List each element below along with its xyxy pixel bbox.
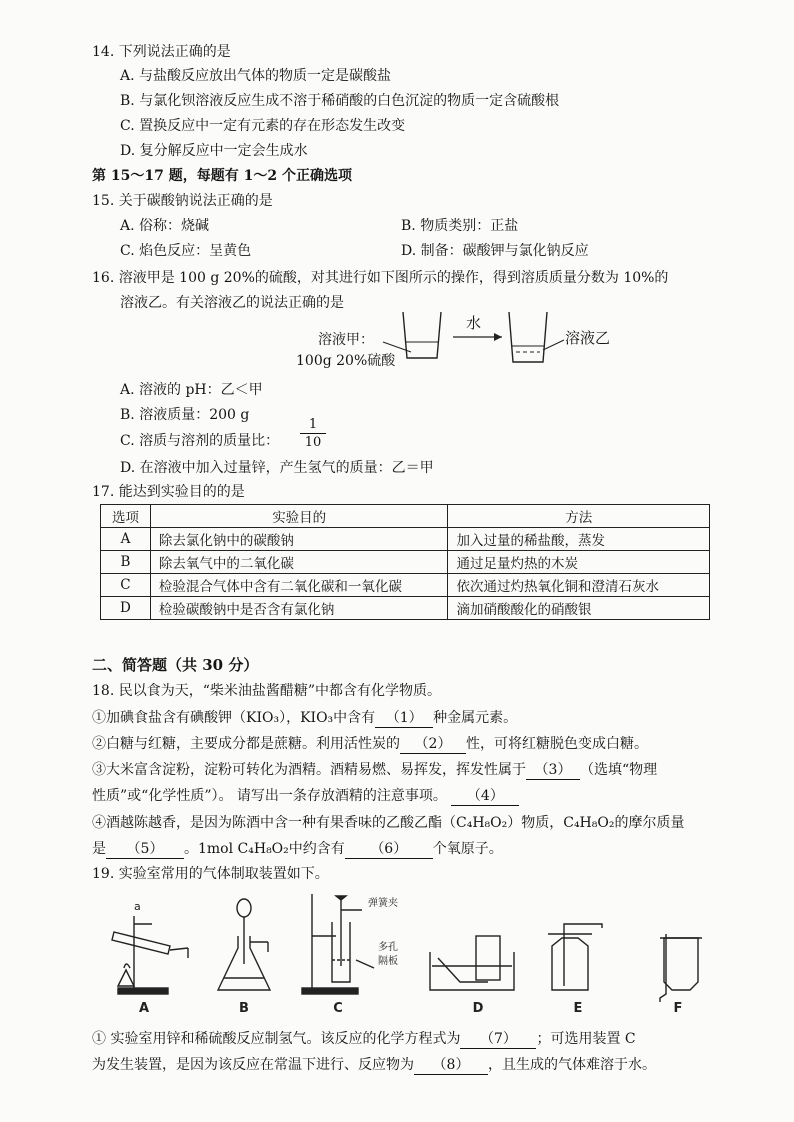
q17-table: [100, 504, 710, 620]
label-c: C: [333, 1001, 343, 1016]
q14-option-c: C. 置换反应中一定有元素的存在形态发生改变: [120, 118, 406, 134]
apparatus-figure: [100, 886, 712, 1018]
q16-option-a: A. 溶液的 pH：乙＜甲: [120, 382, 263, 398]
annot-a: a: [134, 900, 141, 913]
cell-purpose: 除去氧气中的二氧化碳: [150, 551, 448, 574]
apparatus-d: [430, 936, 514, 990]
annot-clip: 弹簧夹: [368, 898, 398, 909]
cell-method: 滴加硝酸酸化的硝酸银: [448, 597, 710, 620]
answer-blank-1[interactable]: （1）: [375, 709, 433, 728]
q16-stem-line2: 溶液乙。有关溶液乙的说法正确的是: [120, 295, 344, 311]
table-row: [101, 597, 710, 620]
q18-stem: 18. 民以食为天，“柴米油盐酱醋糖”中都含有化学物质。: [92, 683, 442, 699]
cell-purpose: 检验混合气体中含有二氧化碳和一氧化碳: [150, 574, 448, 597]
cell-purpose: 检验碳酸钠中是否含有氯化钠: [150, 597, 448, 620]
cell-option: B: [101, 551, 151, 574]
label-e: E: [573, 1001, 583, 1016]
apparatus-e: [548, 924, 602, 990]
cell-method: 依次通过灼热氧化铜和澄清石灰水: [448, 574, 710, 597]
answer-blank-5[interactable]: （5）: [106, 840, 184, 859]
q16-option-c: C. 溶质与溶剂的质量比：: [120, 433, 280, 449]
q19-stem: 19. 实验室常用的气体制取装置如下。: [92, 866, 329, 882]
section-note: 第 15～17 题，每题有 1～2 个正确选项: [92, 168, 352, 184]
answer-blank-8[interactable]: （8）: [414, 1056, 488, 1075]
q17-stem: 17. 能达到实验目的的是: [92, 484, 245, 500]
diagram-arrow-label: 水: [466, 314, 482, 332]
cell-option: D: [101, 597, 151, 620]
cell-option: A: [101, 528, 151, 551]
diagram-label-jia-sub: 100g 20%硫酸: [296, 353, 396, 369]
q18-part2: ②白糖与红糖，主要成分都是蔗糖。利用活性炭的 （2） 性，可将红糖脱色变成白糖。: [92, 736, 648, 752]
annot-plate-1: 多孔: [378, 942, 398, 953]
arrow-head: [494, 333, 502, 341]
apparatus-f: [660, 934, 702, 1002]
table-header-row: [101, 505, 710, 528]
q14-option-a: A. 与盐酸反应放出气体的物质一定是碳酸盐: [120, 68, 392, 84]
apparatus-c: [302, 894, 374, 994]
q14-option-d: D. 复分解反应中一定会生成水: [120, 143, 308, 159]
apparatus-a: [112, 916, 188, 994]
beaker-yi-pointer: [543, 340, 564, 350]
label-b: B: [239, 1001, 249, 1016]
fraction-numerator: 1: [300, 417, 326, 434]
answer-blank-2[interactable]: （2）: [400, 735, 466, 754]
q19-part1-cont: 为发生装置，是因为该反应在常温下进行、反应物为 （8） ，且生成的气体难溶于水。: [92, 1057, 656, 1073]
annot-plate-2: 隔板: [378, 956, 398, 967]
answer-blank-6[interactable]: （6）: [345, 840, 433, 859]
cell-option: C: [101, 574, 151, 597]
answer-blank-4[interactable]: （4）: [451, 787, 519, 806]
fraction-denominator: 10: [304, 435, 322, 450]
q19-part1: ① 实验室用锌和稀硫酸反应制氢气。该反应的化学方程式为 （7） ；可选用装置 C: [92, 1031, 636, 1047]
header-option: 选项: [101, 505, 151, 528]
q16-option-d: D. 在溶液中加入过量锌，产生氢气的质量：乙＝甲: [120, 460, 434, 476]
answer-blank-3[interactable]: （3）: [526, 761, 580, 780]
cell-method: 加入过量的稀盐酸，蒸发: [448, 528, 710, 551]
label-a: A: [138, 1001, 150, 1016]
q18-part3-cont: 性质”或“化学性质”）。 请写出一条存放酒精的注意事项。 （4）: [92, 786, 519, 806]
diagram-label-yi: 溶液乙: [565, 329, 611, 347]
label-f: F: [673, 1001, 683, 1016]
q18-part4: ④酒越陈越香，是因为陈酒中含一种有果香味的乙酸乙酯（C₄H₈O₂）物质，C₄H₈O₂的摩尔质量: [92, 815, 685, 831]
table-row: [101, 551, 710, 574]
cell-purpose: 除去氯化钠中的碳酸钠: [150, 528, 448, 551]
q15-stem: 15. 关于碳酸钠说法正确的是: [92, 193, 273, 209]
q18-part3: ③大米富含淀粉，淀粉可转化为酒精。酒精易燃、易挥发，挥发性属于 （3） （选填“物理: [92, 762, 658, 778]
header-purpose: 实验目的: [150, 505, 448, 528]
q18-part4-cont: 是 （5） 。1mol C₄H₈O₂中约含有 （6） 个氧原子。: [92, 841, 503, 857]
q14-option-b: B. 与氯化钡溶液反应生成不溶于稀硝酸的白色沉淀的物质一定含硫酸根: [120, 93, 560, 109]
apparatus-b: [218, 899, 270, 990]
q15-option-b: B. 物质类别：正盐: [401, 218, 519, 234]
diagram-label-jia: 溶液甲：: [318, 332, 374, 348]
answer-blank-7[interactable]: （7）: [460, 1030, 536, 1049]
q16-option-b: B. 溶液质量：200 g: [120, 407, 250, 423]
beaker-jia-pointer: [383, 342, 411, 352]
table-row: [101, 528, 710, 551]
q15-option-d: D. 制备：碳酸钾与氯化钠反应: [401, 243, 589, 259]
beaker-yi: [509, 312, 547, 362]
q18-part1: ①加碘食盐含有碘酸钾（KIO₃），KIO₃中含有 （1） 种金属元素。: [92, 710, 518, 726]
beaker-diagram: [378, 300, 578, 376]
table-row: [101, 574, 710, 597]
q15-option-a: A. 俗称：烧碱: [120, 218, 210, 234]
cell-method: 通过足量灼热的木炭: [448, 551, 710, 574]
label-d: D: [472, 1001, 484, 1016]
header-method: 方法: [448, 505, 710, 528]
q15-option-c: C. 焰色反应：呈黄色: [120, 243, 252, 259]
q16-stem-line1: 16. 溶液甲是 100 g 20%的硫酸，对其进行如下图所示的操作，得到溶质质量分数为 10%的: [92, 270, 669, 286]
section2-title: 二、简答题（共 30 分）: [92, 656, 259, 674]
q14-stem: 14. 下列说法正确的是: [92, 44, 231, 60]
